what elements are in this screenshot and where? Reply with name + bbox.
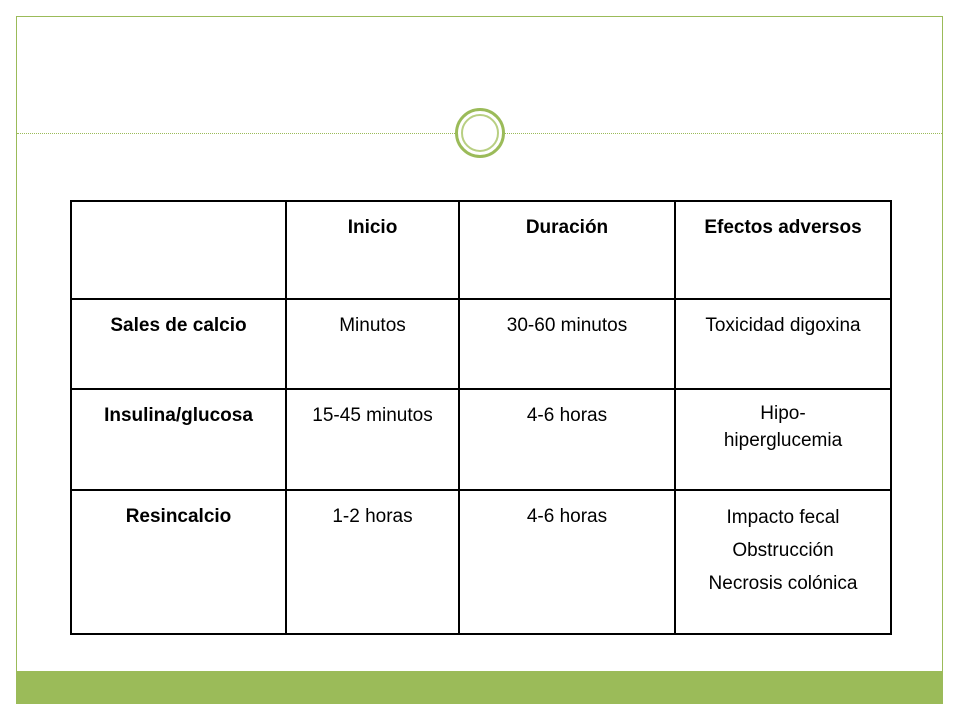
cell-inicio: 15-45 minutos xyxy=(286,389,459,490)
cell-duracion: 4-6 horas xyxy=(459,389,675,490)
table-row xyxy=(71,490,891,634)
header-efectos-text: Efectos adversos xyxy=(704,217,862,238)
row-label-insulina-glucosa: Insulina/glucosa xyxy=(71,389,286,490)
footer-accent-bar xyxy=(17,671,942,703)
treatment-table xyxy=(70,200,892,635)
cell-efectos xyxy=(675,299,891,389)
cell-efectos xyxy=(675,490,891,634)
row-label-sales-de-calcio: Sales de calcio xyxy=(71,299,286,389)
cell-duracion: 4-6 horas xyxy=(459,490,675,634)
circle-ornament-icon xyxy=(455,108,505,158)
efecto-item: Toxicidad digoxina xyxy=(705,315,861,336)
cell-efectos xyxy=(675,389,891,490)
cell-inicio: Minutos xyxy=(286,299,459,389)
efecto-item: Necrosis colónica xyxy=(708,573,858,594)
efecto-item: Impacto fecal xyxy=(726,507,840,528)
row-label-resincalcio: Resincalcio xyxy=(71,490,286,634)
divider-line-left xyxy=(17,133,455,134)
efecto-item: Hipo-hiperglucemia xyxy=(723,403,843,451)
cell-inicio: 1-2 horas xyxy=(286,490,459,634)
table-header-row xyxy=(71,201,891,299)
efecto-item: Obstrucción xyxy=(732,540,834,561)
divider-line-right xyxy=(505,133,942,134)
circle-ornament-inner xyxy=(461,114,499,152)
header-efectos-adversos xyxy=(675,201,891,299)
header-inicio: Inicio xyxy=(286,201,459,299)
header-duracion: Duración xyxy=(459,201,675,299)
header-empty-cell xyxy=(71,201,286,299)
table-row xyxy=(71,299,891,389)
cell-duracion: 30-60 minutos xyxy=(459,299,675,389)
table-row xyxy=(71,389,891,490)
